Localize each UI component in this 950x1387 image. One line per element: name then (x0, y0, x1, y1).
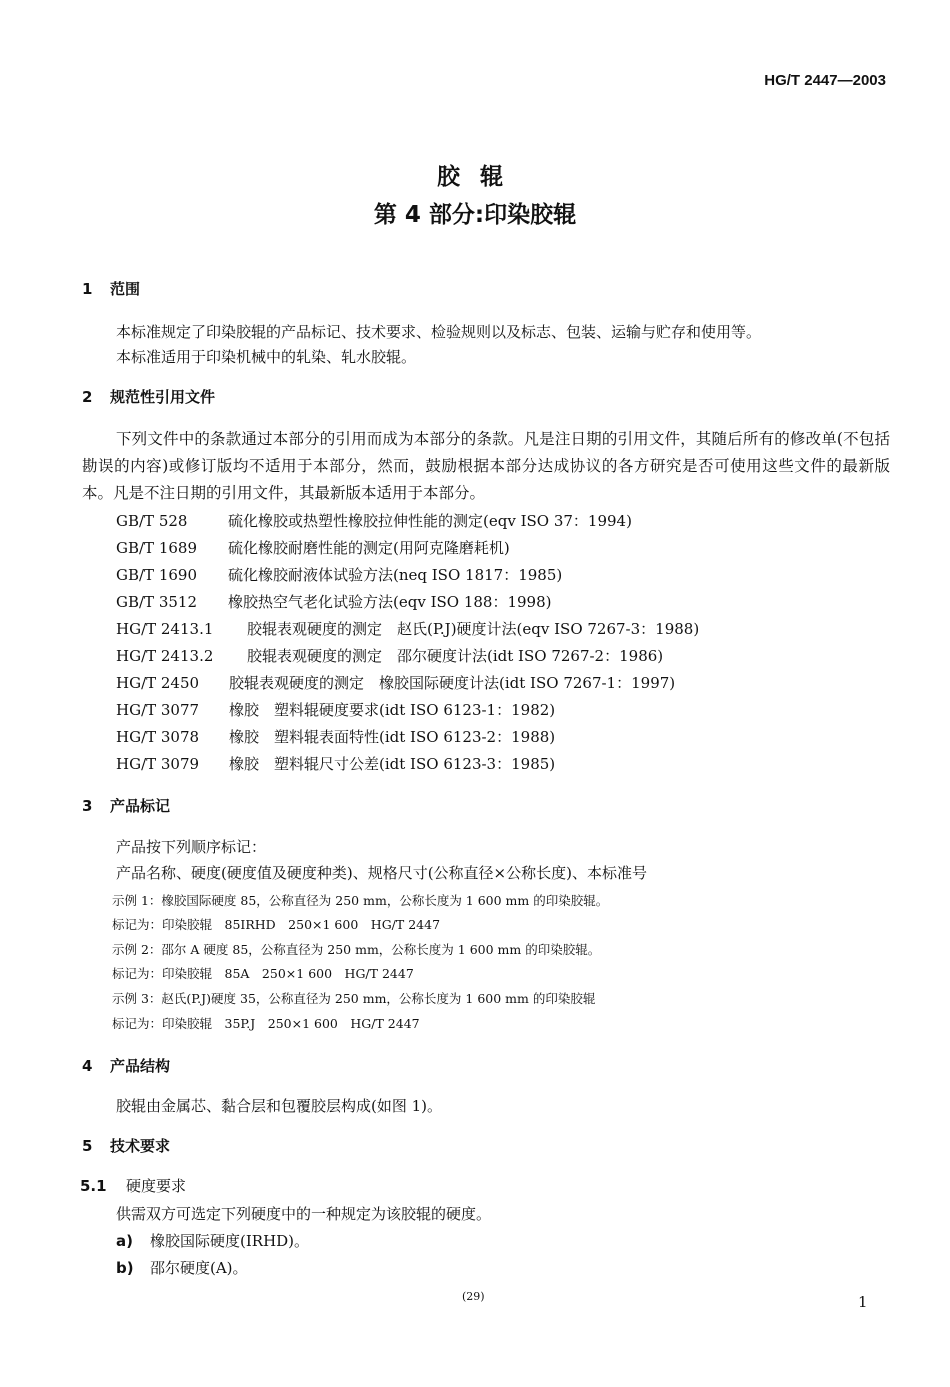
section-number: 2 (82, 388, 93, 406)
reference-title: 胶辊表观硬度的测定 赵氏(P.J)硬度计法(eqv ISO 7267-3：1988) (247, 620, 700, 638)
reference-title: 橡胶 塑料辊表面特性(idt ISO 6123-2：1988) (229, 728, 556, 746)
subsection-number: 5.1 (80, 1177, 107, 1195)
example-line: 标记为：印染胶辊 85IRHD 250×1 600 HG/T 2447 (112, 917, 441, 932)
list-item-text: 橡胶国际硬度(IRHD)。 (150, 1232, 310, 1250)
section-3-paragraph: 产品按下列顺序标记： (116, 838, 267, 856)
reference-code: HG/T 3077 (116, 701, 200, 719)
reference-code: HG/T 2413.2 (116, 647, 214, 665)
volume-page-number: (29) (462, 1290, 485, 1303)
reference-code: GB/T 1690 (116, 566, 198, 584)
reference-code: GB/T 528 (116, 512, 188, 530)
reference-item (116, 699, 555, 720)
section-title: 范围 (110, 280, 141, 298)
subsection-5-1-heading (80, 1175, 186, 1196)
section-number: 3 (82, 797, 93, 815)
section-title: 技术要求 (110, 1137, 171, 1155)
section-1-paragraph: 本标准规定了印染胶辊的产品标记、技术要求、检验规则以及标志、包装、运输与贮存和使用等。 (116, 323, 762, 341)
reference-title: 橡胶热空气老化试验方法(eqv ISO 188：1998) (228, 593, 552, 611)
reference-code: HG/T 2450 (116, 674, 200, 692)
reference-item (116, 537, 510, 558)
list-item (116, 1257, 248, 1278)
reference-code: HG/T 3079 (116, 755, 200, 773)
standard-code: HG/T 2447—2003 (764, 72, 886, 89)
reference-item (116, 645, 663, 666)
reference-item (116, 510, 632, 531)
reference-title: 胶辊表观硬度的测定 邵尔硬度计法(idt ISO 7267-2：1986) (247, 647, 664, 665)
reference-code: HG/T 2413.1 (116, 620, 214, 638)
example-line: 示例 1：橡胶国际硬度 85，公称直径为 250 mm，公称长度为 1 600 mm 的印染胶辊。 (112, 893, 609, 908)
section-title: 规范性引用文件 (110, 388, 216, 406)
reference-item (116, 591, 552, 612)
list-item-text: 邵尔硬度(A)。 (150, 1259, 248, 1277)
reference-item (116, 564, 562, 585)
section-1-paragraph: 本标准适用于印染机械中的轧染、轧水胶辊。 (116, 348, 417, 366)
section-title: 产品结构 (110, 1057, 171, 1075)
reference-title: 橡胶 塑料辊尺寸公差(idt ISO 6123-3：1985) (229, 755, 556, 773)
reference-item (116, 753, 555, 774)
example-line: 示例 3：赵氏(P.J)硬度 35，公称直径为 250 mm，公称长度为 1 600 mm 的印染胶辊 (112, 991, 596, 1006)
reference-code: HG/T 3078 (116, 728, 200, 746)
reference-code: GB/T 1689 (116, 539, 198, 557)
example-line: 示例 2：邵尔 A 硬度 85，公称直径为 250 mm，公称长度为 1 600 mm 的印染胶辊。 (112, 942, 601, 957)
list-item (116, 1230, 309, 1251)
section-2-intro: 下列文件中的条款通过本部分的引用而成为本部分的条款。凡是注日期的引用文件，其随后所有的修改单(不包括勘误的内容)或修订版均不适用于本部分，然而，鼓励根据本部分达成协议的各方研究是否可使用这些文件的最新版本。凡是不注日期的引用文件，其最新版本适用于本部分。 (82, 430, 890, 502)
reference-item (116, 672, 675, 693)
example-line: 标记为：印染胶辊 35P.J 250×1 600 HG/T 2447 (112, 1016, 420, 1031)
section-4-paragraph: 胶辊由金属芯、黏合层和包覆胶层构成(如图 1)。 (116, 1097, 443, 1115)
section-5-paragraph: 供需双方可选定下列硬度中的一种规定为该胶辊的硬度。 (116, 1205, 492, 1223)
subsection-title: 硬度要求 (126, 1177, 187, 1195)
reference-title: 橡胶 塑料辊硬度要求(idt ISO 6123-1：1982) (229, 701, 556, 719)
document-title: 胶辊 (437, 164, 523, 190)
section-number: 1 (82, 280, 93, 298)
section-1-heading (82, 278, 140, 299)
section-3-paragraph: 产品名称、硬度(硬度值及硬度种类)、规格尺寸(公称直径×公称长度)、本标准号 (116, 864, 647, 882)
section-title: 产品标记 (110, 797, 171, 815)
section-2-heading (82, 386, 215, 407)
section-number: 4 (82, 1057, 93, 1075)
list-item-label: b) (116, 1259, 134, 1277)
section-4-heading (82, 1055, 170, 1076)
reference-code: GB/T 3512 (116, 593, 198, 611)
reference-title: 胶辊表观硬度的测定 橡胶国际硬度计法(idt ISO 7267-1：1997) (229, 674, 676, 692)
reference-item (116, 618, 699, 639)
page-number: 1 (858, 1293, 868, 1311)
section-3-heading (82, 795, 170, 816)
reference-item (116, 726, 555, 747)
example-line: 标记为：印染胶辊 85A 250×1 600 HG/T 2447 (112, 966, 414, 981)
list-item-label: a) (116, 1232, 133, 1250)
section-number: 5 (82, 1137, 93, 1155)
document-subtitle: 第 4 部分:印染胶辊 (373, 202, 577, 228)
reference-title: 硫化橡胶耐液体试验方法(neq ISO 1817：1985) (228, 566, 563, 584)
section-5-heading (82, 1135, 170, 1156)
reference-title: 硫化橡胶耐磨性能的测定(用阿克隆磨耗机) (228, 539, 510, 557)
reference-title: 硫化橡胶或热塑性橡胶拉伸性能的测定(eqv ISO 37：1994) (228, 512, 632, 530)
